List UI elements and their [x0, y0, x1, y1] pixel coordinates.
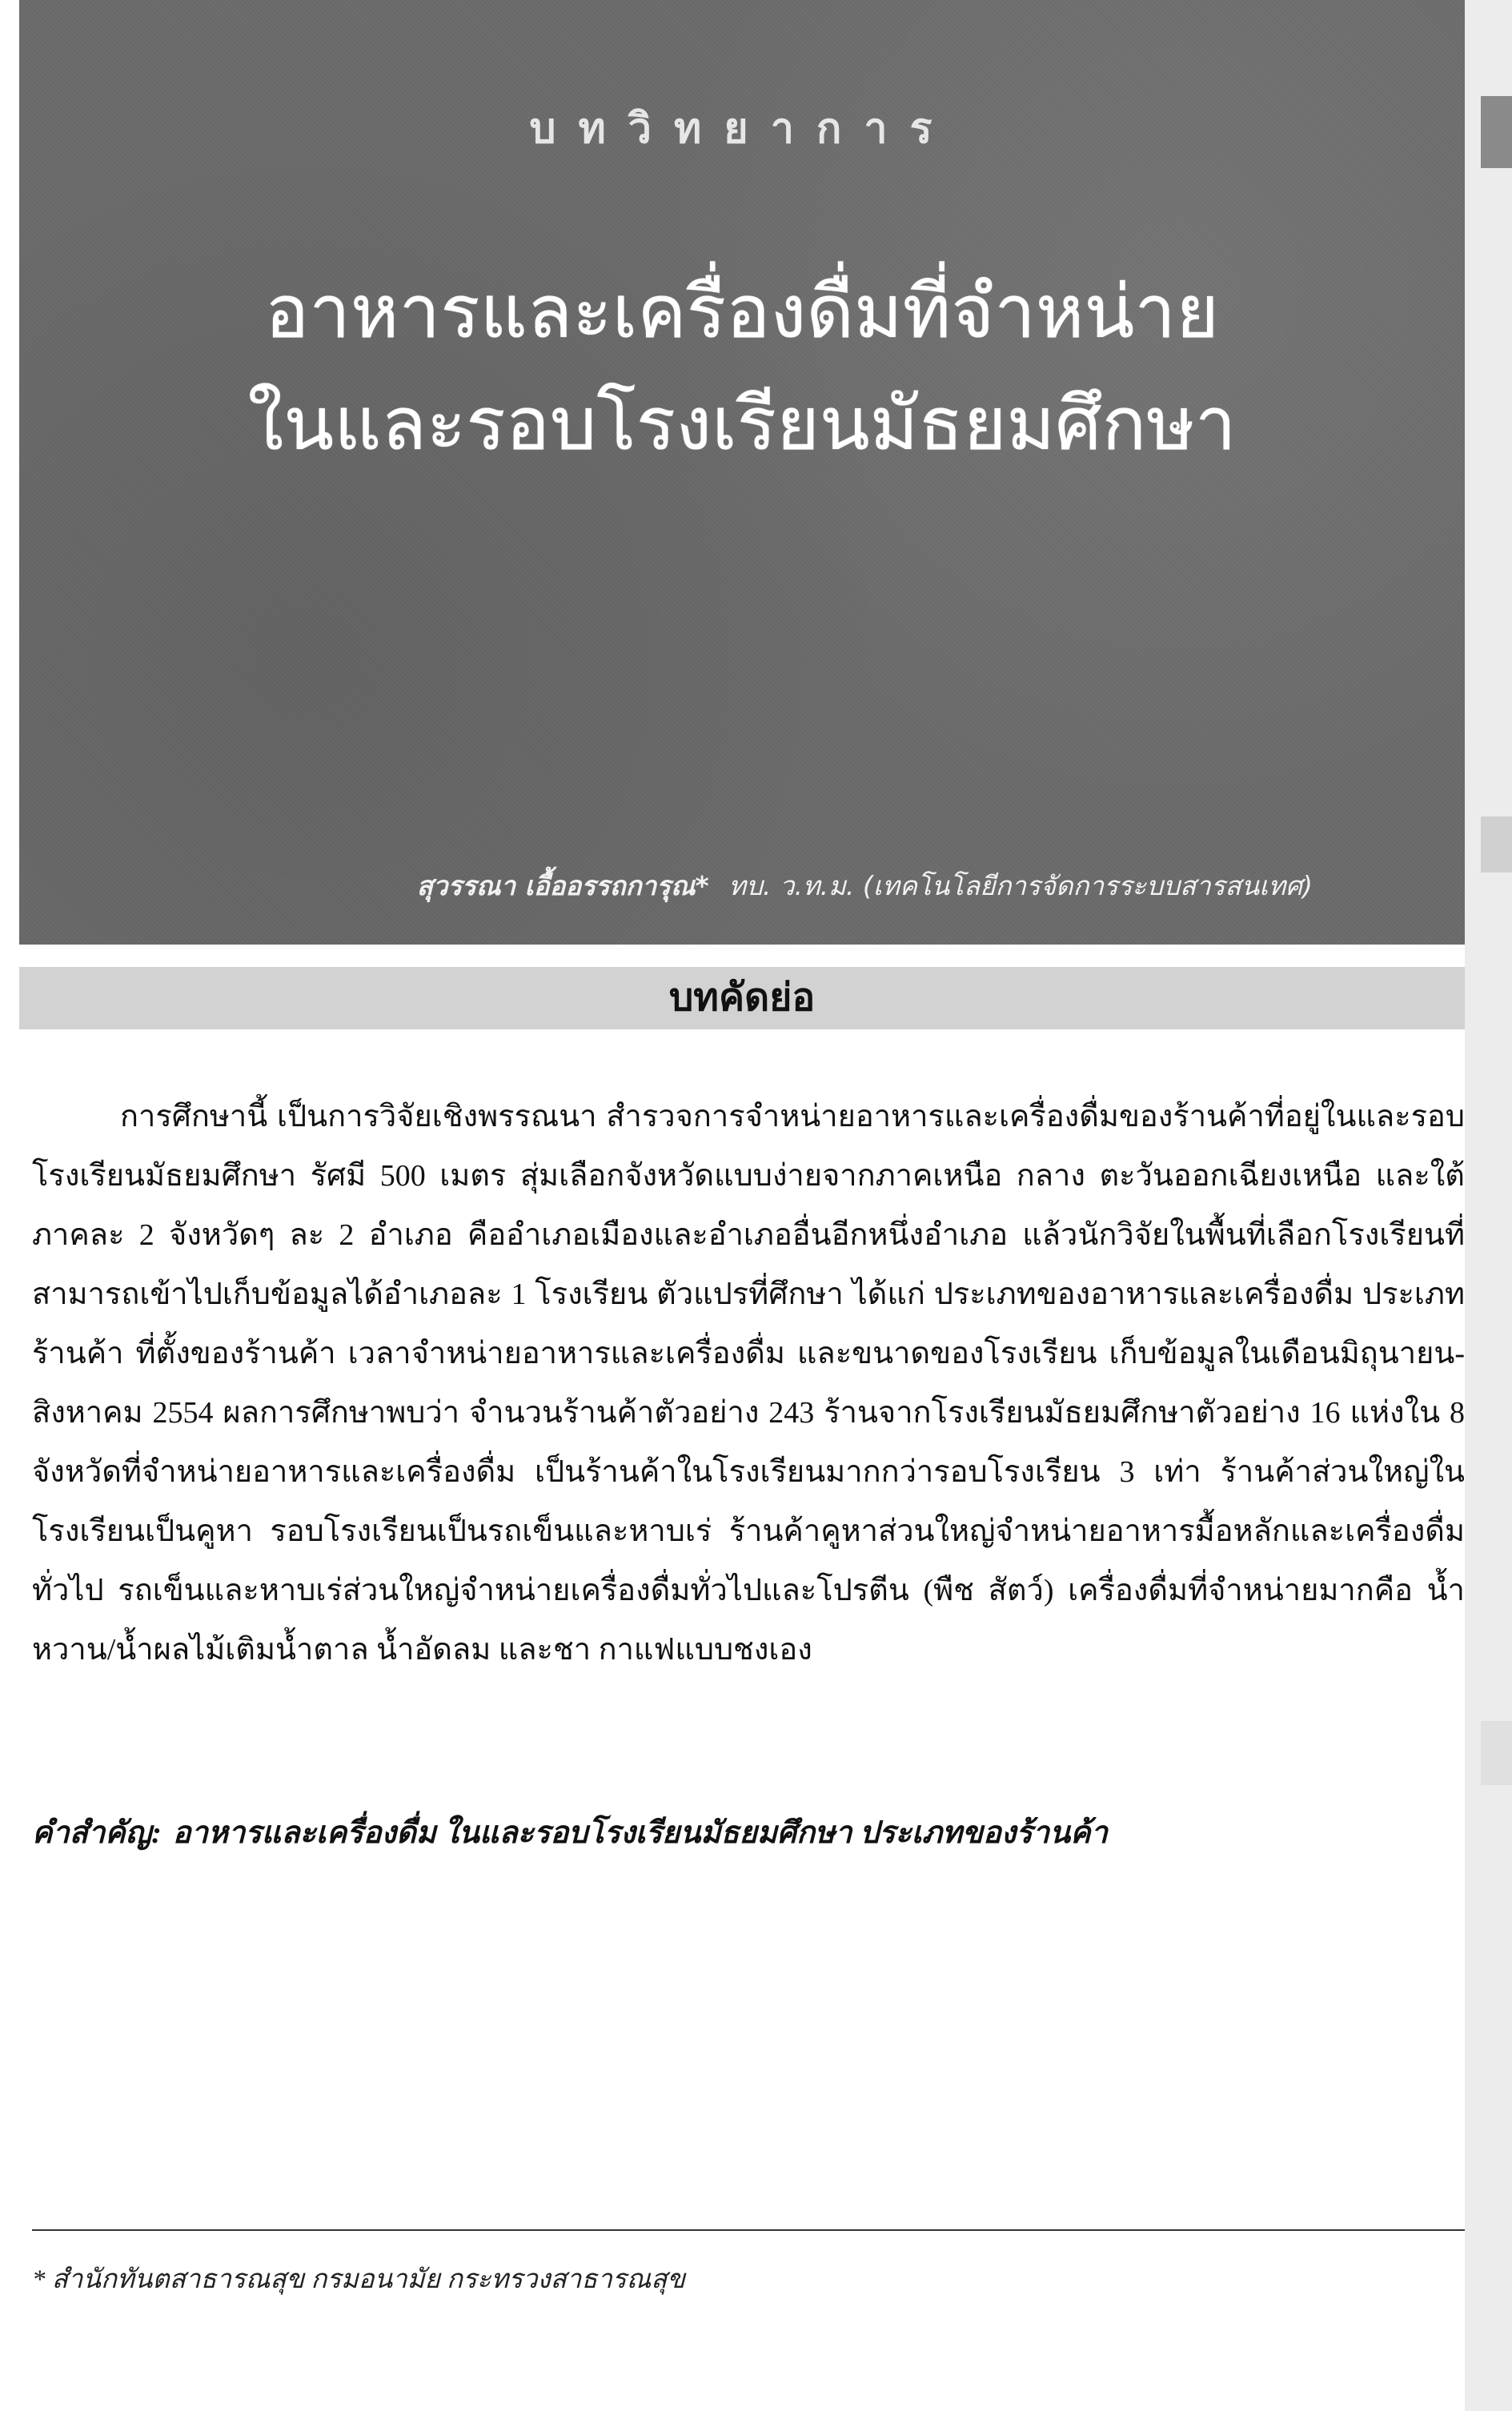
footnote-divider — [32, 2229, 1465, 2231]
article-title — [19, 256, 1465, 480]
keywords-text: อาหารและเครื่องดื่ม ในและรอบโรงเรียนมัธยมศึกษา ประเภทของร้านค้า — [172, 1816, 1108, 1850]
abstract-body: การศึกษานี้ เป็นการวิจัยเชิงพรรณนา สำรวจการจำหน่ายอาหารและเครื่องดื่มของร้านค้าที่อยู่ในและรอบโรงเรียนมัธยมศึกษา รัศมี 500 เมตร สุ่มเลือกจังหวัดแบบง่ายจากภาคเหนือ กลาง ตะวันออกเฉียงเหนือ และใต้ ภาคละ 2 จังหวัดๆ ละ 2 อำเภอ คืออำเภอเมืองและอำเภออื่นอีกหนึ่งอำเภอ แล้วนักวิจัยในพื้นที่เลือกโรงเรียนที่สามารถเข้าไปเก็บข้อมูลได้อำเภอละ 1 โรงเรียน ตัวแปรที่ศึกษา ได้แก่ ประเภทของอาหารและเครื่องดื่ม ประเภทร้านค้า ที่ตั้งของร้านค้า เวลาจำหน่ายอาหารและเครื่องดื่ม และขนาดของโรงเรียน เก็บข้อมูลในเดือนมิถุนายน-สิงหาคม 2554 ผลการศึกษาพบว่า จำนวนร้านค้าตัวอย่าง 243 ร้านจากโรงเรียนมัธยมศึกษาตัวอย่าง 16 แห่งใน 8 จังหวัดที่จำหน่ายอาหารและเครื่องดื่ม เป็นร้านค้าในโรงเรียนมากกว่ารอบโรงเรียน 3 เท่า ร้านค้าส่วนใหญ่ในโรงเรียนเป็นคูหา รอบโรงเรียนเป็นรถเข็นและหาบเร่ ร้านค้าคูหาส่วนใหญ่จำหน่ายอาหารมื้อหลักและเครื่องดื่มทั่วไป รถเข็นและหาบเร่ส่วนใหญ่จำหน่ายเครื่องดื่มทั่วไปและโปรตีน (พืช สัตว์) เครื่องดื่มที่จำหน่ายมากคือ น้ำหวาน/น้ำผลไม้เติมน้ำตาล น้ำอัดลม และชา กาแฟแบบชงเอง — [32, 1100, 1465, 1667]
author-affiliation: ทบ. ว.ท.ม. (เทคโนโลยีการจัดการระบบสารสนเทศ) — [728, 870, 1313, 901]
author-name: สุวรรณา เอื้ออรรถการุณ* — [416, 870, 709, 901]
header-panel — [19, 0, 1465, 945]
section-label: บทวิทยาการ — [529, 105, 955, 153]
abstract-heading: บทคัดย่อ — [668, 977, 816, 1019]
edge-tab — [1481, 96, 1512, 168]
keywords-label: คำสำคัญ: — [32, 1816, 162, 1850]
page-edge-strip — [1465, 0, 1512, 2411]
title-line-1: อาหารและเครื่องดื่มที่จำหน่าย — [264, 269, 1219, 355]
keywords — [32, 1811, 1465, 1855]
edge-tab — [1481, 816, 1512, 873]
edge-tab — [1481, 1721, 1512, 1785]
title-line-2: ในและรอบโรงเรียนมัธยมศึกษา — [247, 381, 1237, 467]
abstract-heading-bar — [19, 967, 1465, 1029]
author-line — [417, 865, 1313, 907]
footnote: * สำนักทันตสาธารณสุข กรมอนามัย กระทรวงสาธารณสุข — [32, 2265, 685, 2294]
